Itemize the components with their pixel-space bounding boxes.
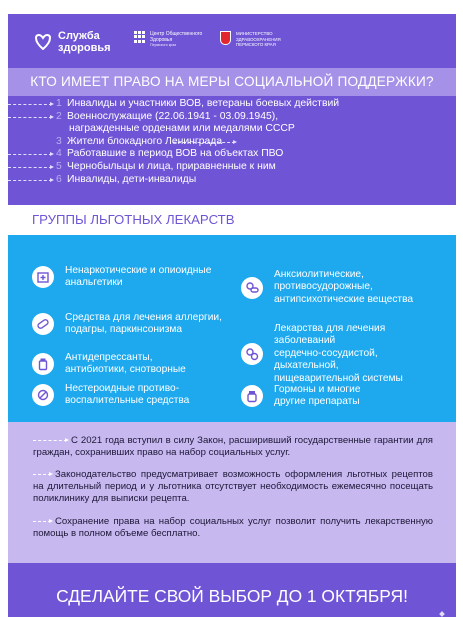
dots-grid-icon [134,31,146,43]
rights-number: 5 [56,160,62,172]
med-label: Средства для лечения аллергии, подагры, паркинсонизма [65,312,222,336]
heart-smile-icon [34,34,52,50]
med-label: Ненаркотические и опиоидные анальгетики [65,265,212,289]
ministry-logo [220,31,302,48]
rights-list [8,98,456,186]
rights-item [8,123,456,136]
rights-text: награжденные орденами или медалями СССР [69,123,295,135]
rights-number: 4 [56,148,62,160]
rights-title: КТО ИМЕЕТ ПРАВО НА МЕРЫ СОЦИАЛЬНОЙ ПОДДЕРЖКИ? [8,68,456,96]
med-label: Лекарства для лечения заболеваний сердечно-сосудистой, дыхательной, пищеварительной системы [274,323,403,384]
rights-number: 3 [56,135,62,147]
med-label: Нестероидные противо- воспалительные средства [65,383,190,407]
med-group [241,384,361,409]
rights-item [8,136,456,149]
logo1-line2: здоровья [58,42,111,54]
meds-section [8,235,456,422]
info-paragraph: Законодательство предусматривает возможность оформления льготных рецептов на длительный период и у льготника отсутствует необходимость ежемесячно посещать поликлинику для выписки рецепта. [33,469,433,504]
header [8,14,456,68]
crest-icon [220,31,231,45]
pills-icon [241,277,263,299]
pharmacy-icon [32,266,54,288]
med-group [32,352,186,377]
rights-item [8,174,456,187]
dashed-arrow-icon [33,474,51,475]
rights-item [8,161,456,174]
rights-text: Инвалиды и участники ВОВ, ветераны боевых действий [67,98,340,109]
dashed-arrow-icon [33,440,67,441]
med-group [32,312,222,337]
rights-item [8,98,456,111]
med-group [241,323,403,385]
med-label: Анксиолитические, противосудорожные, антипсихотические вещества [274,269,414,305]
med-label: Гормоны и многие другие препараты [274,384,361,408]
rights-number: 6 [56,173,62,185]
drug-jar-icon [241,385,263,407]
rights-text: Чернобыльцы и лица, приравненные к ним [67,160,276,172]
groups-title-bar [8,205,456,235]
info-section [8,422,456,563]
rights-number: 1 [56,98,62,109]
dashed-arrow-icon [8,167,52,168]
dashed-arrow-icon [8,180,52,181]
rights-item [8,148,456,161]
logo2-sub: Пермского края [150,43,177,47]
dashed-arrow-icon [33,521,51,522]
tablets-icon [241,343,263,365]
pill-icon [32,384,54,406]
rights-item [8,111,456,124]
rights-text: Инвалиды, дети-инвалиды [67,173,197,185]
rights-text: Работавшие в период ВОВ на объектах ПВО [67,148,284,160]
deadline-banner: СДЕЛАЙТЕ СВОЙ ВЫБОР ДО 1 ОКТЯБРЯ! [56,586,408,606]
dashed-arrow-icon [8,104,52,105]
groups-title: ГРУППЫ ЛЬГОТНЫХ ЛЕКАРСТВ [32,212,235,227]
info-paragraph: Сохранение права на набор социальных услуг позволит получить лекарственную помощь в полном объеме бесплатно. [33,516,433,539]
logo3-text: МИНИСТЕРСТВО ЗДРАВООХРАНЕНИЯ ПЕРМСКОГО КРАЯ [236,31,281,47]
med-label: Антидепрессанты, антибиотики, снотворные [65,352,186,376]
med-group [241,269,413,306]
public-health-center-logo [134,31,210,48]
med-group [32,265,211,290]
med-group [32,383,189,408]
rights-text: Военнослужащие (22.06.1941 - 03.09.1945), [67,110,279,122]
dashed-arrow-icon [8,117,52,118]
rights-text: Жители блокадного Ленинграда [67,135,223,147]
poster [8,14,456,617]
medicine-bottle-icon [32,353,54,375]
rights-number: 2 [56,110,62,122]
info-paragraph: С 2021 года вступил в силу Закон, расширивший государственные гарантии для граждан, сохранивших право на набор социальных услуг. [33,435,433,458]
capsule-icon [32,313,54,335]
logo2-text: Центр Общественного Здоровья [150,31,203,43]
logo1-line1: Служба [58,30,100,42]
dashed-arrow-icon [8,154,52,155]
health-service-logo [34,30,111,54]
